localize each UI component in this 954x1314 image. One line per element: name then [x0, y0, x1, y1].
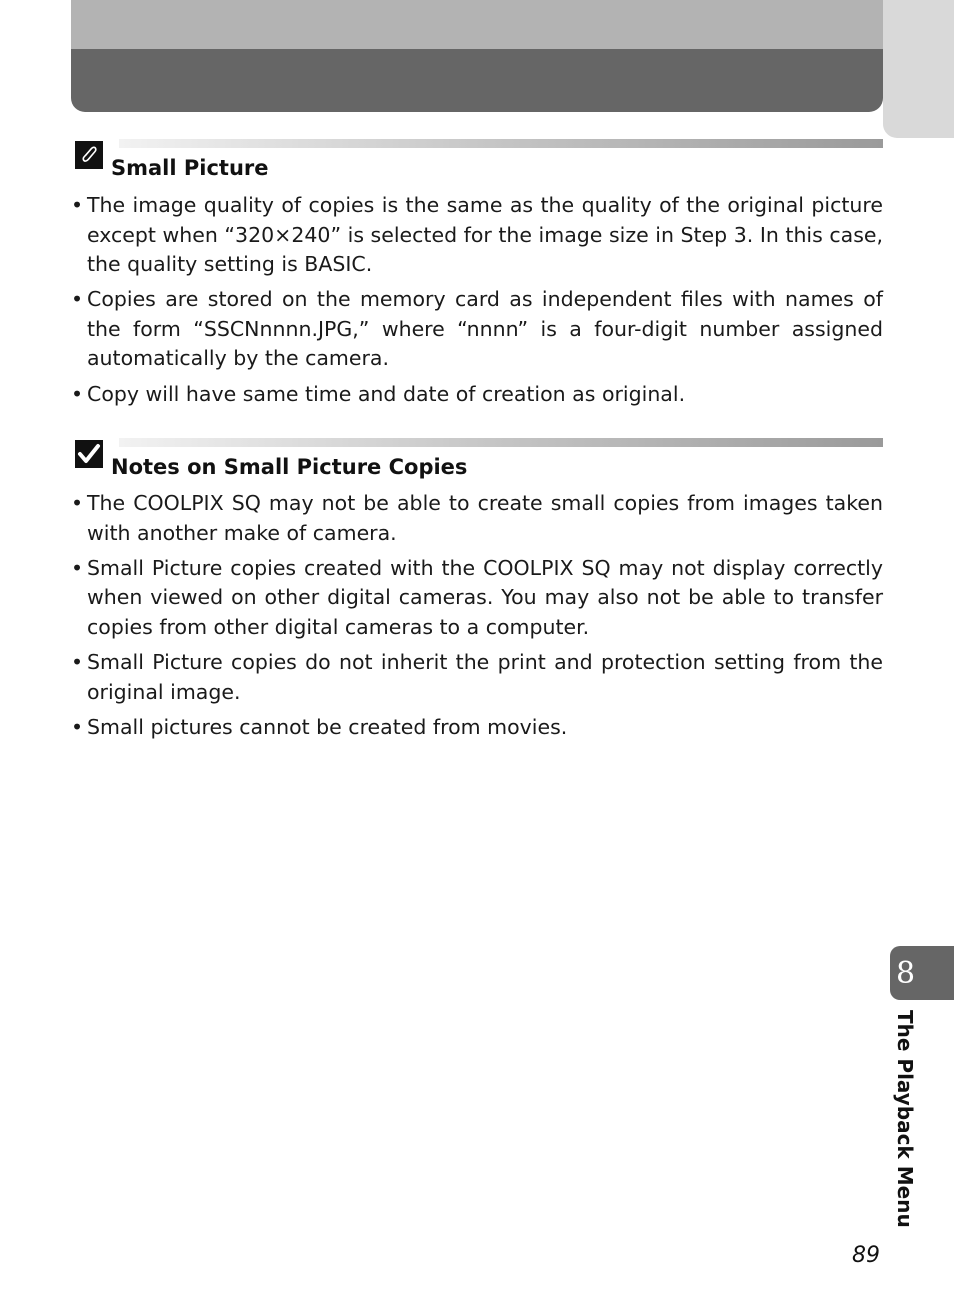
- list-item: • Small pictures cannot be created from movies.: [71, 713, 883, 743]
- section-rule: [119, 139, 883, 148]
- page-number: 89: [852, 1243, 880, 1268]
- header-top-strip: [71, 0, 883, 49]
- note-section-copies: [71, 437, 883, 757]
- chapter-title: The Playback Menu: [893, 1010, 917, 1228]
- section-title: Notes on Small Picture Copies: [111, 455, 468, 479]
- list-item: • Copies are stored on the memory card as independent files with names of the form “SSCNnnnn.JPG,” where “nnnn” is a four-digit number assigned automatically by the camera.: [71, 285, 883, 374]
- list-item: • The COOLPIX SQ may not be able to create small copies from images taken with another make of camera.: [71, 489, 883, 548]
- note-section-small-picture: [71, 138, 883, 418]
- bullet-list: [71, 489, 883, 748]
- list-item: • Small Picture copies created with the COOLPIX SQ may not display correctly when viewed on other digital cameras. You may also not be able to transfer copies from other digital cameras to a computer.: [71, 554, 883, 643]
- corner-tab: [883, 0, 954, 138]
- header-band: [71, 0, 883, 112]
- list-item: • Small Picture copies do not inherit the print and protection setting from the original image.: [71, 648, 883, 707]
- list-item: • The image quality of copies is the same as the quality of the original picture except when “320×240” is selected for the image size in Step 3. In this case, the quality setting is BASIC.: [71, 191, 883, 280]
- bullet-list: [71, 191, 883, 415]
- chapter-number-tab: 8: [890, 946, 954, 1000]
- section-rule: [119, 438, 883, 447]
- section-title: Small Picture: [111, 156, 269, 180]
- checkmark-icon: [75, 440, 103, 468]
- list-item: • Copy will have same time and date of creation as original.: [71, 380, 883, 410]
- paperclip-icon: [75, 141, 103, 169]
